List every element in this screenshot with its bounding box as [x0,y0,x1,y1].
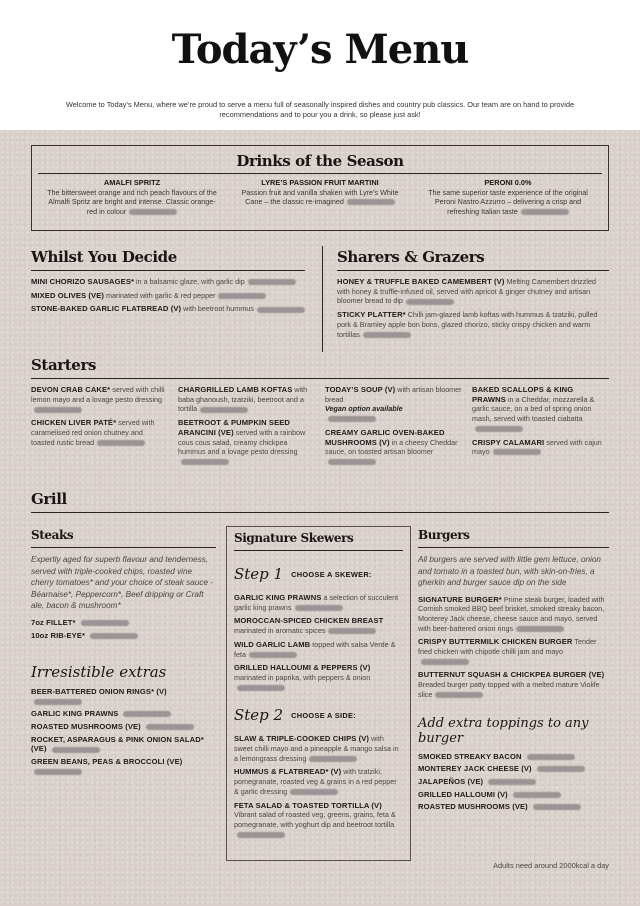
item-name: MINI CHORIZO SAUSAGES* [31,277,135,286]
price-redacted [328,459,376,465]
menu-item [418,670,609,699]
item-name: SMOKED STREAKY BACON [418,751,522,761]
item-name: MIXED OLIVES (VE) [31,290,105,300]
extras-heading: Irresistible extras [31,662,167,681]
item-name: FETA SALAD & TOASTED TORTILLA (V) [234,800,382,810]
item-description: Vibrant salad of roasted veg, greens, grains, feta & pomegranate, with yoghurt dip and beetroot tortilla [234,810,396,829]
menu-item [31,618,216,628]
item-description: a selection of succulent garlic king prawns [234,593,399,612]
price-redacted [123,711,171,717]
menu-item [31,277,305,287]
item-list [31,618,216,641]
item-name: SLAW & TRIPLE-COOKED CHIPS (V) [234,734,370,744]
item-name: TODAY’S SOUP (V) [325,385,396,394]
step-2-label: CHOOSE A SIDE: [291,710,356,720]
item-list [418,752,609,813]
menu-item [418,595,609,634]
price-redacted [81,620,129,626]
price-redacted [475,426,523,432]
item-description: with tzatziki, pomegranate, roasted veg & grains in a red pepper & garlic dressing [234,767,397,796]
item-description: Melting Camembert drizzled with honey & truffle-infused oil, served with apricot & ginger chutney and artisan bloomer bread to dip [337,277,596,306]
item-name: BEETROOT & PUMPKIN SEED ARANCINI (VE) [178,418,290,437]
menu-item [472,438,609,457]
drink-description: Passion fruit and vanilla shaken with Lyre’s White Cane – the classic re-imagined [241,187,399,207]
step-2-script: Step 2 [234,706,284,725]
item-name: ROCKET, ASPARAGUS & PINK ONION SALAD* (VE) [31,734,204,754]
price-redacted [527,754,575,760]
item-name: DEVON CRAB CAKE* [31,385,111,394]
drink-description: The bittersweet orange and rich peach flavours of the Almalfi Spritz are bright and intense. Classic orange-red in colour [47,187,217,216]
item-description: served with caramelised red onion chutney and toasted rustic bread [31,418,155,447]
item-name: HONEY & TRUFFLE BAKED CAMEMBERT (V) [337,277,505,286]
item-name: HUMMUS & FLATBREAD* (V) [234,767,342,777]
item-note: Vegan option available [325,404,403,414]
item-description: Prime steak burger, loaded with Cornish smoked BBQ beef brisket, smoked streaky bacon, Monterey Jack cheese, cheese sauce and mayo, served with beer-battered onion rings [418,594,605,633]
menu-item [418,790,609,800]
price-redacted [237,685,285,691]
item-name: STONE-BAKED GARLIC FLATBREAD (V) [31,304,182,314]
item-description: with artisan bloomer bread [325,385,462,404]
price-redacted [521,209,569,215]
item-description: marinated with garlic & red pepper [106,290,216,300]
price-redacted [218,293,266,299]
divider [31,512,609,513]
menu-item [337,310,609,339]
divider [31,378,609,379]
item-name: BUTTERNUT SQUASH & CHICKPEA BURGER (VE) [418,670,605,680]
burgers-section [418,528,609,815]
drink-item [38,178,226,216]
sharers-heading: Sharers & Grazers [337,248,485,266]
price-redacted [493,449,541,455]
price-redacted [488,779,536,785]
price-redacted [52,747,100,753]
grill-heading: Grill [31,490,67,508]
item-name: CRISPY CALAMARI [472,437,545,447]
price-redacted [290,789,338,795]
item-list [178,385,315,471]
price-redacted [129,209,177,215]
drink-name: AMALFI SPRITZ [103,178,161,187]
drink-description: The same superior taste experience of the original Peroni Nastro Azzurro – delivering a crisp and refreshing Italian taste [428,187,588,216]
menu-item [31,291,305,301]
menu-item [418,752,609,762]
price-redacted [328,628,376,634]
menu-item [31,631,216,641]
calorie-footnote: Adults need around 2000kcal a day [493,861,609,870]
welcome-text: Welcome to Today’s Menu, where we’re proud to serve a menu full of seasonally inspired dishes and country pub classics. Our team are on hand to provide recommendations and to pour you a drink, so please just ask! [65,100,575,119]
drink-item [226,178,414,216]
item-list [31,687,216,777]
menu-item [234,616,403,635]
price-redacted [295,605,343,611]
divider [31,547,216,548]
menu-item [418,802,609,812]
item-description: in a Cheddar, mozzarella & garlic sauce, on a bed of spring onion mash, served with toasted ciabatta [472,394,595,424]
item-list [234,734,403,839]
item-description: in a balsamic glaze, with garlic dip [136,277,245,286]
item-list [31,277,305,314]
price-redacted [347,199,395,205]
item-name: GRILLED HALLOUMI (V) [418,789,508,799]
item-name: CHARGRILLED LAMB KOFTAS [178,385,293,394]
starters-heading: Starters [31,356,97,374]
item-name: MOROCCAN-SPICED CHICKEN BREAST [234,616,384,626]
item-name: WILD GARLIC LAMB [234,639,311,649]
price-redacted [363,332,411,338]
menu-item [31,687,216,706]
item-list [418,595,609,700]
drinks-heading: Drinks of the Season [236,152,404,170]
burgers-heading: Burgers [418,528,470,542]
item-description: in a cheesy Cheddar sauce, on toasted artisan bloomer [325,437,458,457]
whilst-section [31,248,305,318]
item-list [325,385,462,471]
item-list [234,593,403,692]
menu-item [418,777,609,787]
menu-item [234,734,403,763]
whilst-heading: Whilst You Decide [31,248,177,266]
item-name: BAKED SCALLOPS & KING PRAWNS [472,385,574,404]
item-name: 7oz FILLET* [31,617,76,627]
steaks-intro: Expertly aged for superb flavour and tenderness, served with triple-cooked chips, roasted vine cherry tomatoes* and your choice of steak sauce - Béarnaise*, Peppercorn*, Beef dripping or Craft ale, bacon & mushroom* [31,555,214,610]
item-name: ROASTED MUSHROOMS (VE) [31,722,141,732]
menu-item [31,385,168,414]
drinks-section [31,145,609,231]
divider [337,270,609,271]
item-list [32,174,608,216]
menu-item [337,277,609,306]
item-description: with beetroot hummus [183,304,254,314]
item-description: Chilli jam-glazed lamb koftas with hummus & tzatziki, pulled pork & Bramley apple bon bons, glazed chorizo, sticky crispy chicken and warm tortillas [337,310,598,339]
menu-item [31,757,216,776]
price-redacted [200,407,248,413]
item-name: ROASTED MUSHROOMS (VE) [418,802,528,812]
item-description: topped with salsa Verde & feta [234,639,396,659]
item-name: GRILLED HALLOUMI & PEPPERS (V) [234,663,371,673]
menu-item [31,722,216,732]
menu-item [234,593,403,612]
item-name: CHICKEN LIVER PATÉ* [31,418,117,428]
item-name: CREAMY GARLIC OVEN-BAKED MUSHROOMS (V) [325,427,445,447]
item-description: served with a rainbow cous cous salad, creamy chickpea hummus and a lovage pesto dressing [178,427,306,457]
grill-section [31,490,609,513]
item-list [31,385,168,471]
menu-item [31,418,168,447]
item-list [337,277,609,339]
item-name: GARLIC KING PRAWNS [31,709,119,719]
drink-item [414,178,602,216]
menu-item [325,385,462,424]
item-description: marinated in aromatic spices [234,626,326,636]
price-redacted [537,766,585,772]
item-name: JALAPEÑOS (VE) [418,776,484,786]
price-redacted [90,633,138,639]
price-redacted [34,407,82,413]
vertical-divider [322,246,323,352]
menu-item [418,764,609,774]
item-description: served with cajun mayo [472,437,602,457]
item-list [472,385,609,471]
item-name: BEER-BATTERED ONION RINGS* (V) [31,686,167,696]
item-name: MONTEREY JACK CHEESE (V) [418,764,532,774]
price-redacted [181,459,229,465]
toppings-heading: Add extra toppings to any burger [418,715,589,746]
menu-item [234,663,403,692]
drink-name: LYRE’S PASSION FRUIT MARTINI [261,178,379,187]
divider [234,550,403,551]
price-redacted [309,756,357,762]
menu-item [234,640,403,659]
steaks-heading: Steaks [31,528,74,542]
sharers-section [337,248,609,343]
price-redacted [248,279,296,285]
drink-name: PERONI 0.0% [484,178,532,187]
price-redacted [435,692,483,698]
burgers-intro: All burgers are served with little gem lettuce, onion and tomato in a toasted bun, with skin-on-fries, a gherkin and burger sauce dip on the side [418,555,601,587]
item-description: Breaded burger patty topped with a melted mature Violife slice [418,680,600,699]
menu-item [31,735,216,754]
menu-item [178,385,315,414]
item-name: CRISPY BUTTERMILK CHICKEN BURGER [418,637,573,647]
price-redacted [146,724,194,730]
item-name: GREEN BEANS, PEAS & BROCCOLI (VE) [31,757,183,767]
menu-item [31,709,216,719]
item-name: 10oz RIB-EYE* [31,631,86,641]
price-redacted [516,626,564,632]
item-name: STICKY PLATTER* [337,310,406,320]
steaks-section [31,528,216,780]
step-1-label: CHOOSE A SKEWER: [291,569,372,579]
price-redacted [406,299,454,305]
price-redacted [513,792,561,798]
divider [31,270,305,271]
price-redacted [249,652,297,658]
price-redacted [237,832,285,838]
menu-item [472,385,609,434]
item-name: SIGNATURE BURGER* [418,594,502,604]
price-redacted [257,307,305,313]
step-1-script: Step 1 [234,565,284,583]
menu-item [234,767,403,796]
item-description: Tender fried chicken with chipotle chilli jam and mayo [418,637,597,657]
price-redacted [328,416,376,422]
price-redacted [421,659,469,665]
item-description: with baba ghanoush, tzatziki, beetroot and a tortilla [178,385,308,414]
price-redacted [97,440,145,446]
divider [418,547,609,548]
menu-item [31,304,305,314]
menu-item [325,428,462,467]
item-description: with sweet chilli mayo and a pineapple & mango salsa in a lemongrass dressing [234,734,399,763]
price-redacted [533,804,581,810]
skewers-heading: Signature Skewers [234,531,354,545]
page-title: Today’s Menu [171,26,469,73]
item-name: GARLIC KING PRAWNS [234,593,322,602]
starters-section [31,356,609,471]
price-redacted [34,699,82,705]
menu-item [178,418,315,467]
item-description: served with chilli lemon mayo and a lovage pesto dressing [31,385,165,404]
skewers-section [226,526,411,861]
menu-item [418,637,609,666]
price-redacted [34,769,82,775]
menu-item [234,801,403,840]
item-description: marinated in paprika, with peppers & onion [234,672,371,682]
